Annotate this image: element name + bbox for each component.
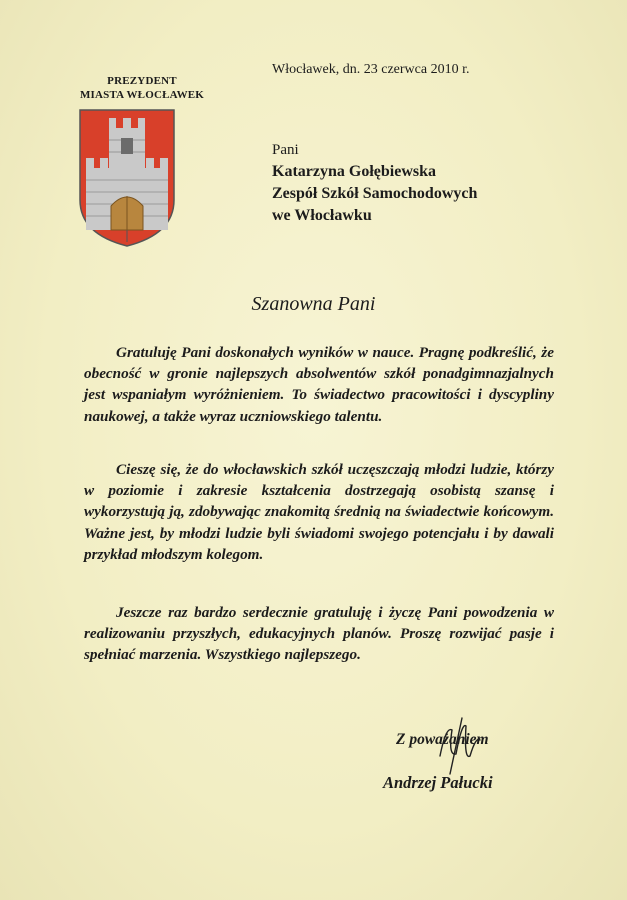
recipient-name: Katarzyna Gołębiewska	[272, 163, 436, 180]
recipient-block	[272, 139, 477, 227]
recipient-city: we Włocławku	[272, 207, 372, 224]
recipient-salutation: Pani	[272, 142, 299, 158]
letter-date: Włocławek, dn. 23 czerwca 2010 r.	[272, 62, 470, 77]
body-paragraph-3: Jeszcze raz bardzo serdecznie gratuluję i życzę Pani powodzenia w realizowaniu przyszłych, edukacyjnych planów. Proszę rozwijać pasje i spełniać marzenia. Wszystkiego najlepszego.	[84, 604, 554, 664]
signer-name: Andrzej Pałucki	[383, 773, 493, 792]
handwritten-signature	[436, 716, 484, 778]
body-paragraph-2: Cieszę się, że do włocławskich szkół uczęszczają młodzi ludzie, którzy w poziomie i zakresie kształcenia dostrzegają osobistą szansę i wykorzystują ją, zdobywając znakomitą średnią na świadectwie końcowym. Ważne jest, by młodzi ludzie byli świadomi swojego potencjału i by dawali przykład młodszym kolegom.	[84, 461, 554, 563]
body-paragraph-1: Gratuluję Pani doskonałych wyników w nauce. Pragnę podkreślić, że obecność w gronie najlepszych absolwentów szkół ponadgimnazjalnych jest wspaniałym wyróżnieniem. To świadectwo pracowitości i dyscypliny naukowej, a także wyraz uczniowskiego talentu.	[84, 344, 554, 425]
letter-greeting: Szanowna Pani	[251, 293, 376, 315]
office-line-1: PREZYDENT	[107, 75, 177, 87]
closing-phrase: Z poważaniem	[396, 731, 489, 748]
letterhead-office	[74, 74, 210, 102]
city-coat-of-arms	[78, 108, 176, 248]
office-line-2: MIASTA WŁOCŁAWEK	[79, 89, 205, 101]
recipient-school: Zespół Szkół Samochodowych	[272, 185, 478, 202]
